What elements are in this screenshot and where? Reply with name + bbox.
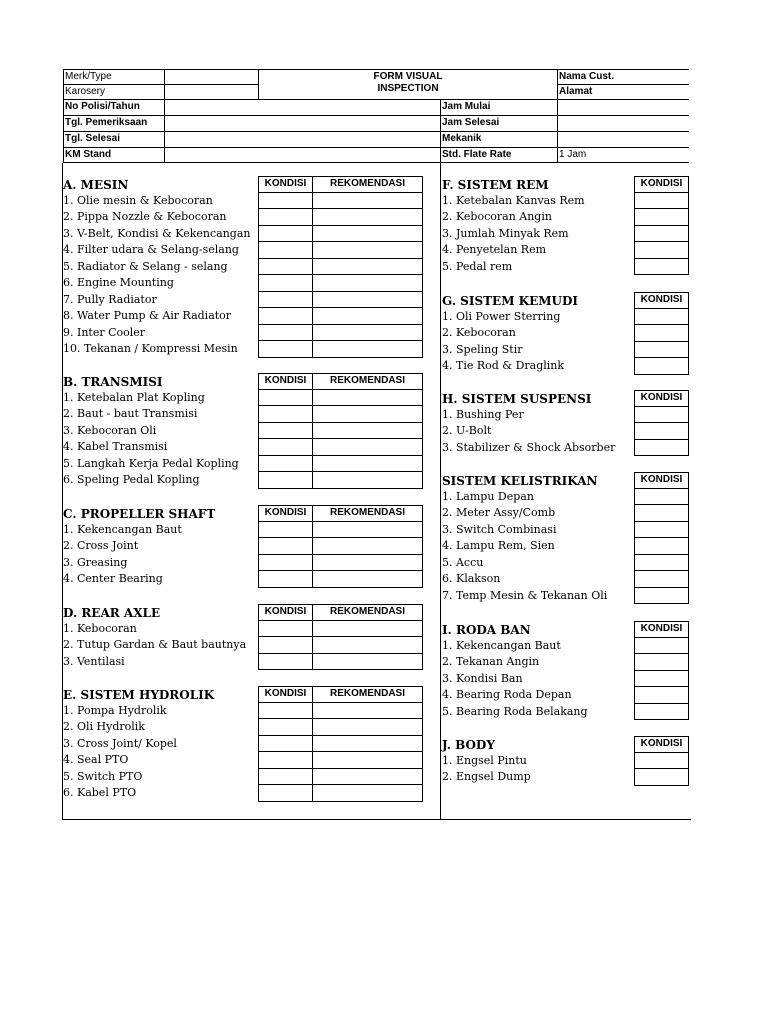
kondisi-cell[interactable] [634,637,689,655]
checklist-item-label: 2. Oli Hydrolik [63,720,145,733]
checklist-item-label: 6. Kabel PTO [63,786,137,799]
kondisi-cell[interactable] [258,554,313,572]
alamat-label: Alamat [559,86,593,97]
kondisi-cell[interactable] [258,422,313,440]
rekomendasi-cell[interactable] [312,225,423,243]
checklist-item-label: 1. Oli Power Sterring [442,309,561,323]
kondisi-cell[interactable] [258,225,313,243]
checklist-item-label: 4. Lampu Rem, Sien [442,539,555,552]
checklist-item-label: 1. Lampu Depan [442,489,534,503]
kondisi-cell[interactable] [258,307,313,325]
kondisi-cell[interactable] [258,258,313,276]
rekomendasi-cell[interactable] [312,554,423,572]
rekomendasi-cell[interactable] [312,537,423,555]
kondisi-cell[interactable] [258,653,313,671]
kondisi-cell[interactable] [634,587,689,605]
checklist-item-label: 1. Kekencangan Baut [63,522,182,536]
checklist-item-label: 4. Tie Rod & Draglink [442,359,565,372]
rekomendasi-header: REKOMENDASI [312,176,423,194]
rekomendasi-cell[interactable] [312,735,423,753]
checklist-item-label: 4. Seal PTO [63,753,129,766]
kondisi-cell[interactable] [258,291,313,309]
kondisi-cell[interactable] [634,686,689,704]
rekomendasi-cell[interactable] [312,471,423,489]
rekomendasi-cell[interactable] [312,274,423,292]
kondisi-cell[interactable] [634,768,689,786]
kondisi-cell[interactable] [634,324,689,342]
kondisi-cell[interactable] [258,768,313,786]
checklist-item-label: 6. Speling Pedal Kopling [63,473,200,486]
checklist-item-label: 4. Penyetelan Rem [442,243,547,256]
checklist-item-label: 5. Radiator & Selang - selang [63,259,228,273]
checklist-item-label: 3. Kondisi Ban [442,671,523,685]
rekomendasi-cell[interactable] [312,291,423,309]
kondisi-header: KONDISI [634,390,689,408]
checklist-item-label: 3. Kebocoran Oli [63,423,157,437]
rekomendasi-cell[interactable] [312,570,423,588]
kondisi-cell[interactable] [634,537,689,555]
rekomendasi-cell[interactable] [312,455,423,473]
kondisi-cell[interactable] [258,521,313,539]
checklist-item-label: 1. Engsel Pintu [442,753,527,767]
rekomendasi-cell[interactable] [312,208,423,226]
checklist-item-label: 2. Kebocoran Angin [442,210,552,223]
section-title: D. REAR AXLE [63,606,161,620]
checklist-item-label: 4. Center Bearing [63,572,163,585]
kondisi-cell[interactable] [634,225,689,243]
checklist-item-label: 3. Switch Combinasi [442,522,557,536]
checklist-item-label: 5. Accu [442,555,484,569]
kondisi-cell[interactable] [634,653,689,671]
kondisi-cell[interactable] [634,422,689,440]
checklist-item-label: 1. Bushing Per [442,407,524,421]
checklist-item-label: 2. Engsel Dump [442,770,531,783]
kondisi-cell[interactable] [258,389,313,407]
checklist-item-label: 2. Pippa Nozzle & Kebocoran [63,210,227,223]
kondisi-cell[interactable] [634,488,689,506]
kondisi-cell[interactable] [258,537,313,555]
checklist-item-label: 7. Temp Mesin & Tekanan Oli [442,588,608,602]
kondisi-header: KONDISI [258,505,313,523]
checklist-item-label: 2. U-Bolt [442,424,492,437]
checklist-item-label: 6. Engine Mounting [63,276,174,289]
kondisi-cell[interactable] [258,784,313,802]
checklist-item-label: 3. V-Belt, Kondisi & Kekencangan [63,226,251,240]
rekomendasi-cell[interactable] [312,192,423,210]
std-flate-rate-label: Std. Flate Rate [442,149,512,160]
checklist-item-label: 1. Ketebalan Plat Kopling [63,390,205,404]
checklist-item-label: 4. Bearing Roda Depan [442,688,572,701]
kondisi-cell[interactable] [634,357,689,375]
tgl-selesai-label: Tgl. Selesai [65,133,121,144]
km-stand-label: KM Stand [65,149,112,160]
checklist-item-label: 5. Bearing Roda Belakang [442,704,588,718]
kondisi-cell[interactable] [634,439,689,457]
checklist-item-label: 2. Tekanan Angin [442,655,540,668]
checklist-item-label: 1. Kebocoran [63,621,137,635]
rekomendasi-cell[interactable] [312,702,423,720]
section-title: E. SISTEM HYDROLIK [63,688,215,702]
checklist-item-label: 3. Jumlah Minyak Rem [442,226,569,240]
rekomendasi-cell[interactable] [312,324,423,342]
rekomendasi-header: REKOMENDASI [312,686,423,704]
kondisi-cell[interactable] [258,718,313,736]
kondisi-cell[interactable] [634,341,689,359]
kondisi-cell[interactable] [634,208,689,226]
kondisi-cell[interactable] [634,554,689,572]
checklist-item-label: 10. Tekanan / Kompressi Mesin [63,342,238,355]
form-header [63,69,689,163]
checklist-item-label: 5. Pedal rem [442,259,513,273]
column-separator [440,163,441,819]
std-flate-rate-value: 1 Jam [559,149,587,160]
kondisi-cell[interactable] [258,438,313,456]
kondisi-header: KONDISI [258,373,313,391]
kondisi-cell[interactable] [258,620,313,638]
checklist-item-label: 9. Inter Cooler [63,325,146,339]
kondisi-header: KONDISI [258,604,313,622]
checklist-item-label: 3. Speling Stir [442,342,523,356]
checklist-item-label: 2. Baut - baut Transmisi [63,407,198,420]
kondisi-cell[interactable] [258,405,313,423]
checklist-item-label: 2. Kebocoran [442,326,516,339]
kondisi-header: KONDISI [634,292,689,310]
kondisi-cell[interactable] [634,670,689,688]
checklist-item-label: 7. Pully Radiator [63,292,157,306]
kondisi-cell[interactable] [258,192,313,210]
rekomendasi-cell[interactable] [312,768,423,786]
form-title-line2: INSPECTION [377,83,439,94]
checklist-item-label: 3. Stabilizer & Shock Absorber [442,440,616,454]
kondisi-cell[interactable] [634,504,689,522]
kondisi-cell[interactable] [258,751,313,769]
checklist-item-label: 5. Langkah Kerja Pedal Kopling [63,456,239,470]
rekomendasi-cell[interactable] [312,784,423,802]
section-title: I. RODA BAN [442,623,531,637]
rekomendasi-header: REKOMENDASI [312,373,423,391]
checklist-item-label: 1. Pompa Hydrolik [63,703,167,717]
rekomendasi-cell[interactable] [312,653,423,671]
checklist-item-label: 3. Ventilasi [63,654,125,668]
rekomendasi-cell[interactable] [312,405,423,423]
kondisi-header: KONDISI [634,736,689,754]
rekomendasi-cell[interactable] [312,422,423,440]
form-title [259,71,557,95]
karosery-label: Karosery [65,86,106,97]
kondisi-cell[interactable] [634,192,689,210]
checklist-item-label: 4. Filter udara & Selang-selang [63,243,239,256]
kondisi-cell[interactable] [258,471,313,489]
rekomendasi-cell[interactable] [312,241,423,259]
kondisi-cell[interactable] [258,241,313,259]
checklist-item-label: 3. Cross Joint/ Kopel [63,736,177,750]
kondisi-header: KONDISI [634,472,689,490]
kondisi-cell[interactable] [634,241,689,259]
jam-selesai-label: Jam Selesai [442,117,500,128]
section-title: J. BODY [442,738,495,752]
rekomendasi-cell[interactable] [312,307,423,325]
section-title: A. MESIN [63,178,129,192]
rekomendasi-cell[interactable] [312,751,423,769]
section-title: H. SISTEM SUSPENSI [442,392,592,406]
kondisi-header: KONDISI [634,176,689,194]
kondisi-cell[interactable] [258,702,313,720]
kondisi-cell[interactable] [258,735,313,753]
checklist-item-label: 1. Kekencangan Baut [442,638,561,652]
checklist-item-label: 4. Kabel Transmisi [63,440,168,453]
checklist-item-label: 2. Cross Joint [63,539,139,552]
rekomendasi-cell[interactable] [312,718,423,736]
kondisi-cell[interactable] [258,208,313,226]
checklist-item-label: 2. Tutup Gardan & Baut bautnya [63,638,247,651]
checklist-item-label: 1. Ketebalan Kanvas Rem [442,193,585,207]
checklist-item-label: 2. Meter Assy/Comb [442,506,556,519]
rekomendasi-header: REKOMENDASI [312,604,423,622]
kondisi-cell[interactable] [258,636,313,654]
tgl-pemeriksaan-label: Tgl. Pemeriksaan [65,117,148,128]
kondisi-cell[interactable] [634,521,689,539]
kondisi-cell[interactable] [634,308,689,326]
kondisi-cell[interactable] [634,258,689,276]
rekomendasi-header: REKOMENDASI [312,505,423,523]
nama-cust-label: Nama Cust. [559,71,615,82]
jam-mulai-label: Jam Mulai [442,101,491,112]
kondisi-cell[interactable] [258,455,313,473]
rekomendasi-cell[interactable] [312,636,423,654]
checklist-item-label: 1. Olie mesin & Kebocoran [63,193,213,207]
kondisi-header: KONDISI [634,621,689,639]
section-title: F. SISTEM REM [442,178,549,192]
rekomendasi-cell[interactable] [312,340,423,358]
kondisi-header: KONDISI [258,686,313,704]
section-title: C. PROPELLER SHAFT [63,507,216,521]
kondisi-header: KONDISI [258,176,313,194]
rekomendasi-cell[interactable] [312,389,423,407]
kondisi-cell[interactable] [634,703,689,721]
kondisi-cell[interactable] [634,570,689,588]
section-title: SISTEM KELISTRIKAN [442,474,598,488]
checklist-item-label: 8. Water Pump & Air Radiator [63,309,232,322]
rekomendasi-cell[interactable] [312,258,423,276]
kondisi-cell[interactable] [634,752,689,770]
kondisi-cell[interactable] [258,274,313,292]
checklist-item-label: 5. Switch PTO [63,769,143,783]
checklist-item-label: 6. Klakson [442,572,501,585]
checklist-item-label: 3. Greasing [63,555,128,569]
mekanik-label: Mekanik [442,133,482,144]
kondisi-cell[interactable] [258,340,313,358]
rekomendasi-cell[interactable] [312,620,423,638]
section-title: G. SISTEM KEMUDI [442,294,579,308]
kondisi-cell[interactable] [258,570,313,588]
merk-type-label: Merk/Type [65,71,112,82]
section-title: B. TRANSMISI [63,375,163,389]
form-title-line1: FORM VISUAL [373,71,443,82]
kondisi-cell[interactable] [634,406,689,424]
rekomendasi-cell[interactable] [312,438,423,456]
kondisi-cell[interactable] [258,324,313,342]
rekomendasi-cell[interactable] [312,521,423,539]
no-polisi-label: No Polisi/Tahun [65,101,140,112]
